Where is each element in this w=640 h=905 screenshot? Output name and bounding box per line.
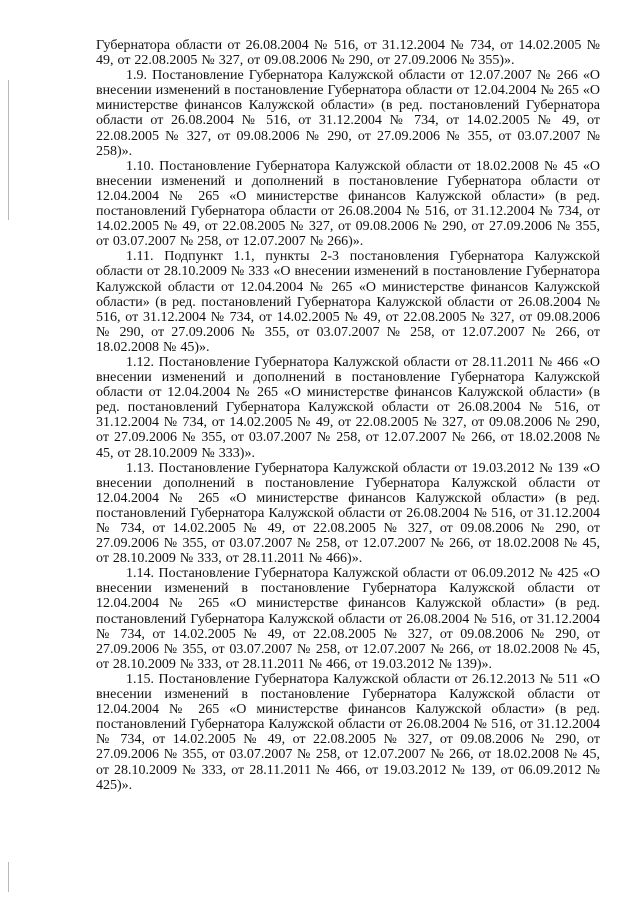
paragraph-item-1-14: 1.14. Постановление Губернатора Калужской области от 06.09.2012 № 425 «О внесении изменений в постановление Губернатора Калужской области от 12.04.2004 № 265 «О министерстве финансов Калужской области» (в ред. постановлений Губернатора Калужской области от 26.08.2004 № 516, от 31.12.2004 № 734, от 14.02.2005 № 49, от 22.08.2005 № 327, от 09.08.2006 № 290, от 27.09.2006 № 355, от 03.07.2007 № 258, от 12.07.2007 № 266, от 18.02.2008 № 45, от 28.10.2009 № 333, от 28.11.2011 № 466, от 19.03.2012 № 139)». [96, 566, 600, 672]
scan-margin-line-top [8, 80, 9, 220]
paragraph-continuation: Губернатора области от 26.08.2004 № 516, от 31.12.2004 № 734, от 14.02.2005 № 49, от 22.08.2005 № 327, от 09.08.2006 № 290, от 27.09.2006 № 355)». [96, 38, 600, 69]
paragraph-item-1-13: 1.13. Постановление Губернатора Калужской области от 19.03.2012 № 139 «О внесении дополнений в постановление Губернатора Калужской области от 12.04.2004 № 265 «О министерстве финансов Калужской области» (в ред. постановлений Губернатора Калужской области от 26.08.2004 № 516, от 31.12.2004 № 734, от 14.02.2005 № 49, от 22.08.2005 № 327, от 09.08.2006 № 290, от 27.09.2006 № 355, от 03.07.2007 № 258, от 12.07.2007 № 266, от 18.02.2008 № 45, от 28.10.2009 № 333, от 28.11.2011 № 466)». [96, 460, 600, 567]
paragraph-item-1-11: 1.11. Подпункт 1.1, пункты 2-3 постановления Губернатора Калужской области от 28.10.2009 № 333 «О внесении изменений в постановление Губернатора Калужской области от 12.04.2004 № 265 «О министерстве финансов Калужской области» (в ред. постановлений Губернатора Калужской области от 26.08.2004 № 516, от 31.12.2004 № 734, от 14.02.2005 № 49, от 22.08.2005 № 327, от 09.08.2006 № 290, от 27.09.2006 № 355, от 03.07.2007 № 258, от 12.07.2007 № 266, от 18.02.2008 № 45)». [96, 249, 600, 355]
scan-margin-line-bottom [8, 862, 9, 892]
paragraph-item-1-9: 1.9. Постановление Губернатора Калужской области от 12.07.2007 № 266 «О внесении изменений в постановление Губернатора области от 12.04.2004 № 265 «О министерстве финансов Калужской области» (в ред. постановлений Губернатора области от 26.08.2004 № 516, от 31.12.2004 № 734, от 14.02.2005 № 49, от 22.08.2005 № 327, от 09.08.2006 № 290, от 27.09.2006 № 355, от 03.07.2007 № 258)». [96, 68, 600, 159]
paragraph-item-1-10: 1.10. Постановление Губернатора Калужской области от 18.02.2008 № 45 «О внесении изменений и дополнений в постановление Губернатора области от 12.04.2004 № 265 «О министерстве финансов Калужской области» (в ред. постановлений Губернатора области от 26.08.2004 № 516, от 31.12.2004 № 734, от 14.02.2005 № 49, от 22.08.2005 № 327, от 09.08.2006 № 290, от 27.09.2006 № 355, от 03.07.2007 № 258, от 12.07.2007 № 266)». [96, 158, 600, 250]
paragraph-item-1-15: 1.15. Постановление Губернатора Калужской области от 26.12.2013 № 511 «О внесении изменений в постановление Губернатора Калужской области от 12.04.2004 № 265 «О министерстве финансов Калужской области» (в ред. постановлений Губернатора Калужской области от 26.08.2004 № 516, от 31.12.2004 № 734, от 14.02.2005 № 49, от 22.08.2005 № 327, от 09.08.2006 № 290, от 27.09.2006 № 355, от 03.07.2007 № 258, от 12.07.2007 № 266, от 18.02.2008 № 45, от 28.10.2009 № 333, от 28.11.2011 № 466, от 19.03.2012 № 139, от 06.09.2012 № 425)». [96, 671, 600, 793]
paragraph-item-1-12: 1.12. Постановление Губернатора Калужской области от 28.11.2011 № 466 «О внесении изменений и дополнений в постановление Губернатора Калужской области от 12.04.2004 № 265 «О министерстве финансов Калужской области» (в ред. постановлений Губернатора Калужской области от 26.08.2004 № 516, от 31.12.2004 № 734, от 14.02.2005 № 49, от 22.08.2005 № 327, от 09.08.2006 № 290, от 27.09.2006 № 355, от 03.07.2007 № 258, от 12.07.2007 № 266, от 18.02.2008 № 45, от 28.10.2009 № 333)». [96, 354, 600, 461]
document-page [96, 38, 600, 793]
